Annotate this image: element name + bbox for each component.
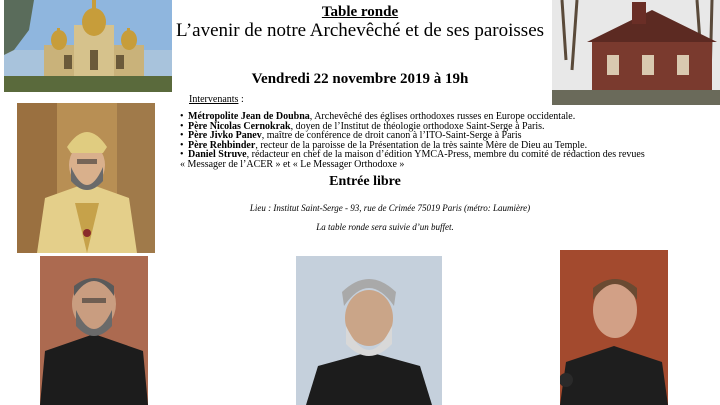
speaker-name: Père Rehbinder (188, 139, 256, 151)
speaker-description: , doyen de l’Institut de théologie orthodoxe Saint-Serge à Paris. (290, 120, 545, 132)
speaker-portrait (560, 250, 668, 405)
speaker-item: • Père Rehbinder, recteur de la paroisse de la Présentation de la très sainte Mère de Dieu au Temple. (180, 139, 588, 151)
event-address: Lieu : Institut Saint-Serge - 93, rue de Crimée 75019 Paris (métro: Laumière) (249, 203, 531, 213)
speaker-description: , Archevêché des églises orthodoxes russes en Europe occidentale. (309, 111, 576, 122)
speaker-name: Père Nicolas Cernokrak (188, 120, 291, 132)
speakers-heading-suffix: : (238, 94, 244, 105)
event-title: Table ronde (321, 4, 399, 20)
speaker-name: Père Jivko Panev (188, 130, 262, 141)
event-subtitle: L’avenir de notre Archevêché et de ses paroisses (175, 20, 545, 41)
priest-portrait-center (296, 256, 442, 405)
speaker-description: , rédacteur en chef de la maison d’édition YMCA-Press, membre du comité de rédaction des revues (246, 149, 645, 160)
event-date: Vendredi 22 novembre 2019 à 19h (251, 71, 469, 87)
entry-notice: Entrée libre (329, 174, 401, 189)
speaker-item: • Daniel Struve, rédacteur en chef de la maison d’édition YMCA-Press, membre du comité de rédaction des revues (180, 149, 645, 160)
speaker-description: , maître de conférence de droit canon à l’ITO-Saint-Serge à Paris (261, 130, 522, 141)
speaker-item: • Métropolite Jean de Doubna, Archevêché des églises orthodoxes russes en Europe occidentale. (180, 111, 576, 122)
metropolitan-portrait (17, 103, 155, 253)
speaker-name: Daniel Struve (188, 149, 247, 160)
speaker-description: , recteur de la paroisse de la Présentation de la très sainte Mère de Dieu au Temple. (255, 139, 588, 151)
speakers-heading-label: Intervenants (189, 94, 239, 105)
speakers-list (180, 112, 720, 169)
priest-portrait (40, 256, 148, 405)
speaker-item: • Père Jivko Panev, maître de conférence de droit canon à l’ITO-Saint-Serge à Paris (180, 130, 522, 141)
speaker-continuation: « Messager de l’ACER » et « Le Messager Orthodoxe » (180, 158, 405, 170)
buffet-note: La table ronde sera suivie d’un buffet. (316, 222, 454, 232)
speaker-name: Métropolite Jean de Doubna (188, 111, 310, 122)
speakers-heading (189, 94, 244, 105)
speaker-item: • Père Nicolas Cernokrak, doyen de l’Institut de théologie orthodoxe Saint-Serge à Paris. (180, 120, 545, 132)
